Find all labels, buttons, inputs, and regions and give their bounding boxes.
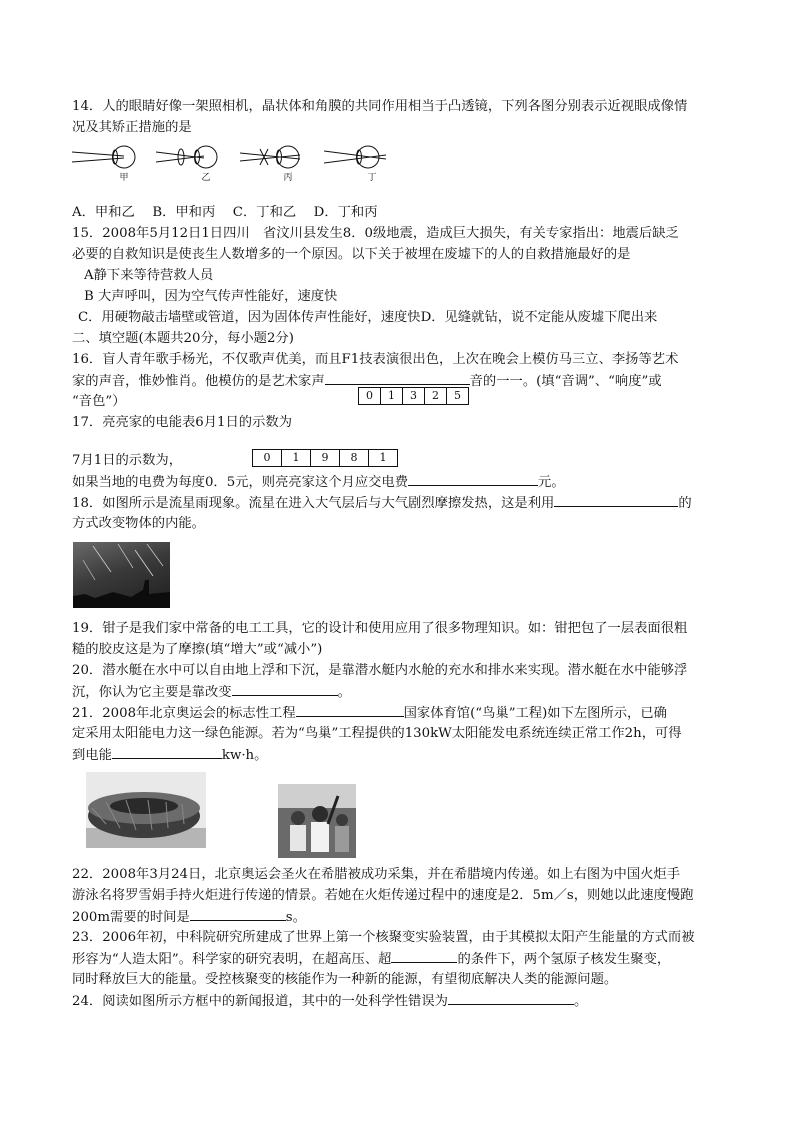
q22-text-line3-pre: 200m需要的时间是 — [72, 910, 190, 925]
q17-text-line2: 7月1日的示数为， — [72, 453, 182, 468]
q14-options: A．甲和乙 B．甲和丙 C．丁和乙 D．丁和丙 — [72, 205, 378, 220]
q15-text-line2: 必要的自救知识是使丧生人数增多的一个原因。以下关于被埋在废墟下的人的自救措施最好的是 — [72, 247, 631, 262]
q15-option-cd: C．用硬物敲击墙壁或管道，因为固体传声性能好，速度快D．见缝就钻，说不定能从废墟下爬出来 — [78, 310, 658, 325]
q22-text-line3-post: s。 — [285, 910, 306, 925]
q21-text-line3-pre: 到电能 — [72, 748, 112, 763]
meter-digit: 9 — [311, 450, 340, 466]
meter-digit: 0 — [253, 450, 282, 466]
birds-nest-stadium-image — [86, 772, 206, 848]
meter-digit: 1 — [381, 388, 403, 404]
q14-text-line2: 况及其矫正措施的是 — [72, 120, 192, 135]
q21-text-line2: 定采用太阳能电力这一绿色能源。若为“鸟巢”工程提供的130kW太阳能发电系统连续正常工作2h，可得 — [72, 726, 682, 741]
q22-answer-blank[interactable] — [190, 906, 286, 921]
q18-text-line1 — [72, 492, 692, 514]
q23-answer-blank[interactable] — [391, 948, 457, 963]
q23-text-line2 — [72, 948, 670, 970]
q16-text-line3: “音色”） — [72, 394, 126, 409]
torch-bearer-photo — [278, 784, 356, 858]
q21-text-line1-post: 国家体育馆(“鸟巢”工程)如下左图所示，已确 — [403, 706, 667, 721]
q21-text-line1 — [72, 702, 667, 724]
meter-digit: 1 — [282, 450, 311, 466]
meter-digit: 8 — [340, 450, 369, 466]
q23-text-line1: 23．2006年初，中科院研究所建成了世界上第一个核聚变实验装置，由于其模拟太阳产生能量的方式而被 — [72, 930, 695, 945]
q24-answer-blank[interactable] — [448, 990, 574, 1005]
eye-diagram-jia — [72, 144, 140, 170]
meter-digit: 3 — [403, 388, 425, 404]
q21-text-line1-pre: 21．2008年北京奥运会的标志性工程 — [72, 706, 296, 721]
q17-text-line3-post: 元。 — [538, 475, 565, 490]
meter-digit: 0 — [359, 388, 381, 404]
q23-text-line2-post: 的条件下，两个氢原子核发生聚变， — [457, 952, 671, 967]
q18-answer-blank[interactable] — [554, 492, 678, 507]
q24-text-line1-pre: 24．阅读如图所示方框中的新闻报道，其中的一处科学性错误为 — [72, 994, 448, 1009]
q21-answer-blank-2[interactable] — [112, 744, 222, 759]
q19-text-line2: 糙的胶皮这是为了摩擦(填“增大”或“减小”) — [72, 642, 323, 657]
eye-caption-bing: 丙 — [283, 173, 293, 183]
meter-reading-june — [358, 387, 469, 405]
eye-diagram-ding — [324, 144, 392, 170]
q14-text-line1: 14．人的眼睛好像一架照相机，晶状体和角膜的共同作用相当于凸透镜，下列各图分别表示近视眼成像情 — [72, 99, 688, 114]
eye-caption-ding: 丁 — [367, 173, 377, 183]
q24-text-line1-post: 。 — [573, 994, 588, 1009]
q20-text-line2-post: 。 — [337, 685, 351, 700]
q22-text-line2: 游泳名将罗雪娟手持火炬进行传递的情景。若她在火炬传递过程中的速度是2．5m／s，则她以此速度慢跑 — [72, 888, 694, 903]
q16-text-line1: 16．盲人青年歌手杨光，不仅歌声优美，而且F1技表演很出色，上次在晚会上模仿马三立、李扬等艺术 — [72, 352, 679, 367]
q22-text-line1: 22．2008年3月24日，北京奥运会圣火在希腊被成功采集，并在希腊境内传递。如上右图为中国火炬手 — [72, 867, 681, 882]
meteor-shower-image — [73, 542, 170, 608]
q23-text-line3: 同时释放巨大的能量。受控核聚变的核能作为一种新的能源，有望彻底解决人类的能源问题。 — [72, 972, 618, 987]
eye-caption-jia: 甲 — [119, 173, 129, 183]
q16-text-line2-pre: 家的声音，惟妙惟肖。他模仿的是艺术家声 — [72, 374, 325, 389]
q18-text-line1-post: 的 — [678, 496, 692, 511]
q17-text-line1: 17．亮亮家的电能表6月1日的示数为 — [72, 415, 292, 430]
meter-digit: 5 — [454, 389, 461, 402]
eye-diagram-yi — [156, 144, 224, 170]
eye-diagram-bing — [240, 144, 308, 170]
section-heading-fill-in: 二、填空题(本题共20分，每小题2分) — [72, 331, 294, 346]
q21-text-line3 — [72, 744, 267, 766]
q18-text-line1-pre: 18．如图所示是流星雨现象。流星在进入大气层后与大气剧烈摩擦发热，这是利用 — [72, 496, 555, 511]
meteor-shower-photo — [73, 542, 170, 608]
birds-nest-stadium-photo — [86, 772, 206, 848]
q20-text-line1: 20．潜水艇在水中可以自由地上浮和下沉，是靠潜水艇内水舱的充水和排水来实现。潜水艇在水中能够浮 — [72, 663, 688, 678]
meter-digit: 2 — [425, 388, 447, 404]
meter-reading-july — [252, 449, 398, 467]
q20-text-line2 — [72, 681, 351, 703]
q17-text-line3-pre: 如果当地的电费为每度0．5元，则亮亮家这个月应交电费 — [72, 475, 409, 490]
q17-text-line3 — [72, 471, 565, 493]
q20-answer-blank[interactable] — [232, 681, 338, 696]
q20-text-line2-pre: 沉，你认为它主要是靠改变 — [72, 685, 232, 700]
q21-text-line3-post: kw·h。 — [221, 748, 268, 763]
eye-caption-yi: 乙 — [201, 173, 211, 183]
meter-digit: 1 — [379, 451, 387, 464]
q19-text-line1: 19．钳子是我们家中常备的电工工具，它的设计和使用应用了很多物理知识。如：钳把包了一层表面很粗 — [72, 621, 688, 636]
q16-answer-blank[interactable] — [325, 370, 470, 385]
q16-text-line2-post: 音的一一。(填“音调”、“响度”或 — [469, 374, 662, 389]
q15-option-b: B 大声呼叫，因为空气传声性能好，速度快 — [84, 289, 338, 304]
q15-option-a: A静下来等待营救人员 — [84, 268, 214, 283]
q22-text-line3 — [72, 906, 306, 928]
q23-text-line2-pre: 形容为“人造太阳”。科学家的研究表明，在超高压、超 — [72, 952, 392, 967]
q18-text-line2: 方式改变物体的内能。 — [72, 516, 205, 531]
q15-text-line1: 15．2008年5月12日1日四川 省汶川县发生8．0级地震，造成巨大损失，有关专家指出：地震后缺乏 — [72, 226, 679, 241]
q17-answer-blank[interactable] — [408, 471, 538, 486]
torch-bearer-image — [278, 784, 356, 858]
q21-answer-blank-1[interactable] — [296, 702, 404, 717]
q24-text-line1 — [72, 990, 587, 1012]
